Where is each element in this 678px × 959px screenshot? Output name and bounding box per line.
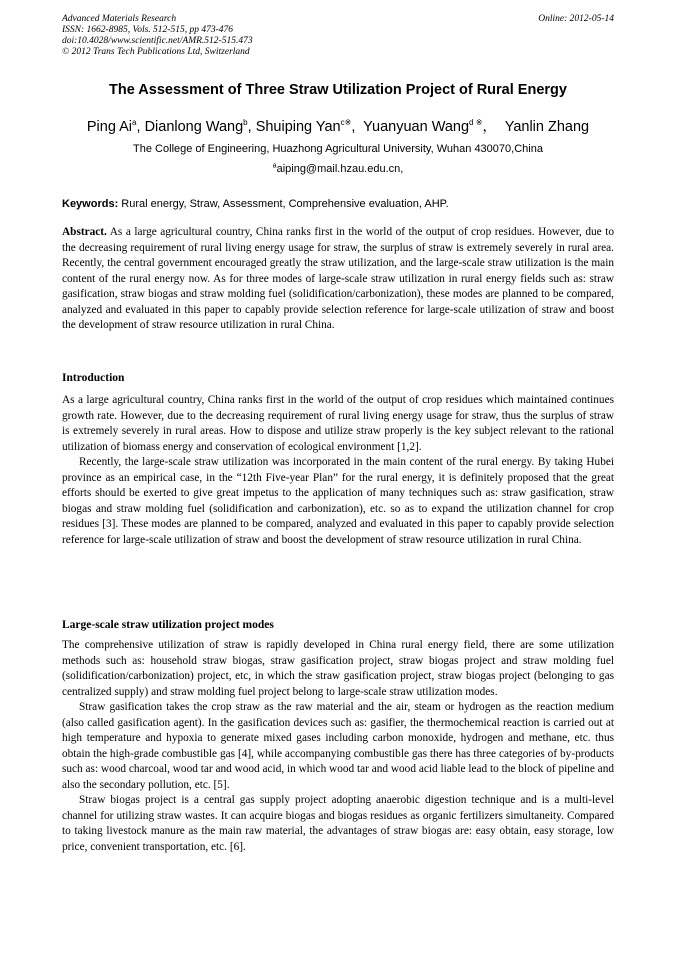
author-name: Yuanyuan Wang <box>363 119 470 135</box>
paragraph: The comprehensive utilization of straw is rapidly developed in China rural energy field, there are some utilization methods such as: household straw biogas, straw gasification project, straw biogas project and straw molding fuel (solidification/carbonization) project, etc, in which the straw gasification project, straw biogas project (belonging to gas centralized supply) and straw molding fuel project belong to large-scale straw utilization modes. <box>62 639 614 698</box>
keywords-label: Keywords: <box>62 198 119 210</box>
keywords <box>62 198 614 210</box>
author-name: Dianlong Wang <box>144 119 244 135</box>
abstract <box>62 225 614 334</box>
author-sup: a <box>132 118 137 128</box>
author-sup: d ※ <box>469 118 483 128</box>
author-name: Ping Ai <box>86 119 133 135</box>
author-email <box>62 163 614 175</box>
abstract-label: Abstract. <box>62 226 107 238</box>
introduction-body <box>62 393 614 548</box>
keywords-text: Rural energy, Straw, Assessment, Comprehensive evaluation, AHP. <box>118 198 449 210</box>
author-sup: c※ <box>340 118 352 128</box>
author-list: Ping Ai$^a$, Dianlong Wang$^b$, Shuiping Yan$^{c※}$, Yuanyuan Wang$^{d ※}$， Yanlin Zhang <box>86 118 590 135</box>
issn-line: ISSN: 1662-8985, Vols. 512-515, pp 473-476 <box>62 25 233 35</box>
paragraph: Recently, the large-scale straw utilization was incorporated in the main content of the rural energy. By taking Hubei province as an empirical case, in the “12th Five-year Plan” for the rural energy, it is definitely proposed that the great efforts should be exerted to give great impetus to the application of many techniques such as: straw gasification, straw biogas and straw molding fuel (solidification and carbonization), etc. so as to expand the utilization channel for crop residues [3]. These modes are planned to be compared, analyzed and evaluated in this paper to capably provide selection reference for large-scale utilization of straw and boost the development of straw resource utilization in rural China. <box>62 456 614 546</box>
journal-header <box>62 14 614 58</box>
author-sup: b <box>243 118 248 128</box>
journal-name: Advanced Materials Research <box>62 14 177 24</box>
affiliation: The College of Engineering, Huazhong Agricultural University, Wuhan 430070,China <box>133 143 543 155</box>
email-address[interactable]: aiping@mail.hzau.edu.cn, <box>276 163 404 175</box>
copyright-line: © 2012 Trans Tech Publications Ltd, Switzerland <box>62 47 250 57</box>
abstract-text: As a large agricultural country, China ranks first in the world of the output of crop residues. However, due to the decreasing requirement of rural living energy usage for straw, the surplus of straw is extremely severely in rural area. Recently, the central government encouraged greatly the straw utilization, and the large-scale straw utilization is the main content of the rural energy now. As for three modes of large-scale straw utilization in rural energy fields such as: straw gasification, straw biogas and straw molding fuel (solidification/carbonization), these modes are planned to be compared, analyzed and evaluated in this paper to capably provide selection reference for large-scale utilization of straw and boost the development of straw resource utilization in rural China. <box>62 226 614 331</box>
author-name: Yanlin Zhang <box>504 119 590 135</box>
section-heading-project-modes: Large-scale straw utilization project modes <box>62 619 274 631</box>
paragraph: Straw biogas project is a central gas supply project adopting anaerobic digestion technique and is a multi-level channel for utilizing straw wastes. It can acquire biogas and biogas residues as organic fertilizers simultaneity. Compared to taking livestock manure as the main raw material, the advantages of straw biogas are: easy obtain, easy storage, low price, convenient transportation, etc. [6]. <box>62 794 614 853</box>
doi-line[interactable]: doi:10.4028/www.scientific.net/AMR.512-515.473 <box>62 36 253 46</box>
paragraph: Straw gasification takes the crop straw as the raw material and the air, steam or hydrogen as the reaction medium (also called gasification agent). In the gasification devices such as: gasifier, the thermochemical reaction is carried out at high temperature and hypoxia to generate mixed gases including carbon monoxide, hydrogen and methane, etc. thus obtain the high-grade combustible gas [4], while accompanying combustible gas there has three categories of by-products such as: wood charcoal, wood tar and wood acid, in which wood tar and wood acid liable lead to the block of pipeline and also the secondary pollution, etc. [5]. <box>62 701 614 791</box>
paragraph: As a large agricultural country, China ranks first in the world of the output of crop residues which maintained continues growth rate. However, due to the decreasing requirement of rural living energy usage for straw, thus the surplus of straw is extremely severely in rural areas. How to dispose and utilize straw properly is the key subject relevant to the rational utilization of biomass energy and conservation of ecological environment [1,2]. <box>62 394 614 453</box>
author-name: Shuiping Yan <box>255 119 341 135</box>
online-date: Online: 2012-05-14 <box>538 14 614 24</box>
section-heading-introduction: Introduction <box>62 372 125 384</box>
email-sup: a <box>272 162 277 170</box>
paper-title: The Assessment of Three Straw Utilization Project of Rural Energy <box>109 82 567 98</box>
project-modes-body <box>62 638 614 855</box>
